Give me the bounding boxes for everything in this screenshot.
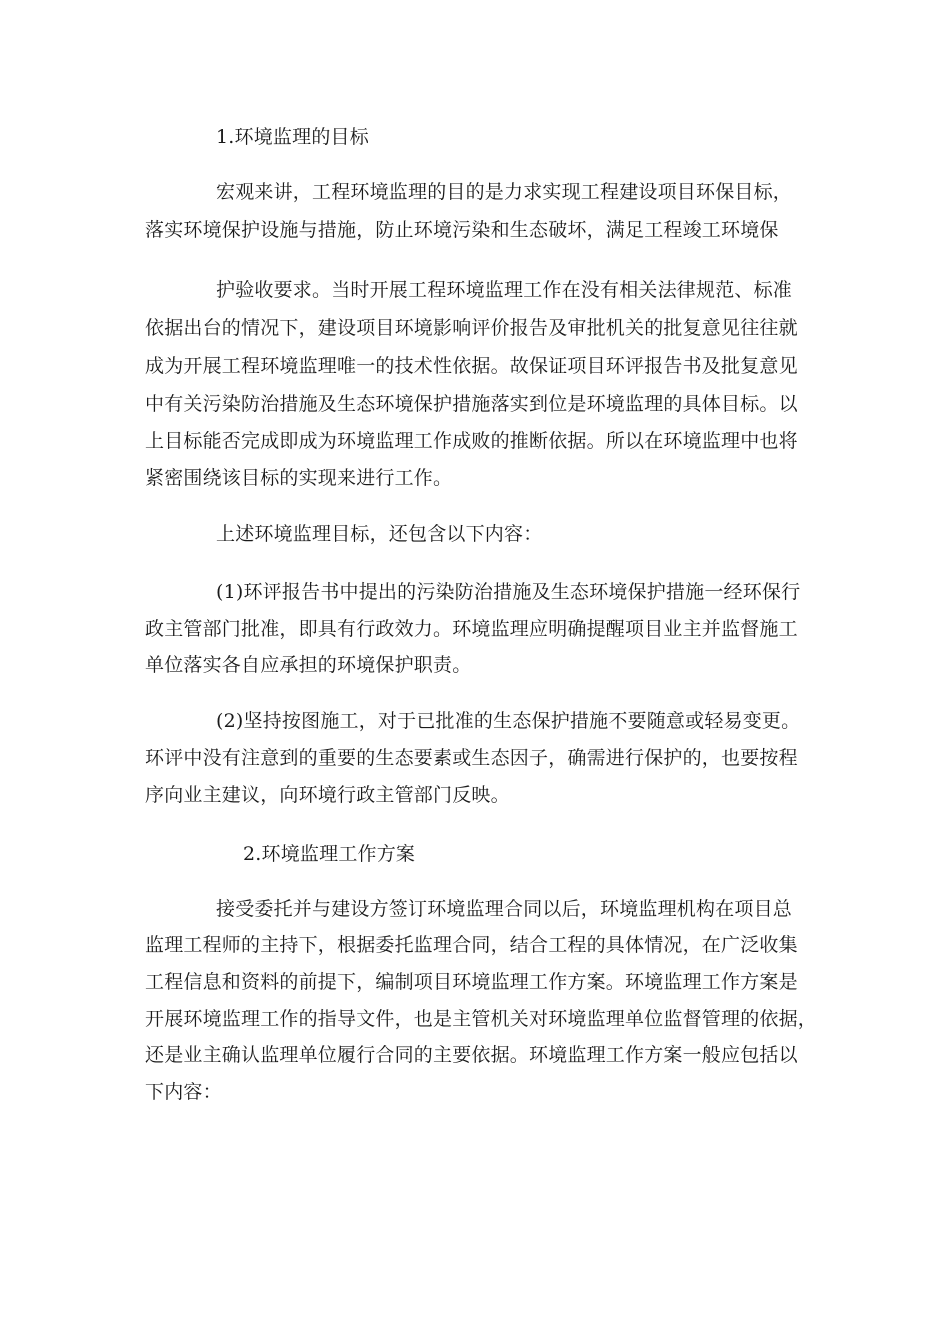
item-1-line-3: 单位落实各自应承担的环境保护职责。 [145,654,472,676]
section-2-heading: 2.环境监理工作方案 [243,843,416,865]
section-2-paragraph-1-line-1: 接受委托并与建设方签订环境监理合同以后，环境监理机构在项目总 [216,898,793,920]
section-1-heading: 1.环境监理的目标 [216,126,369,148]
item-2-line-1: (2)坚持按图施工，对于已批准的生态保护措施不要随意或轻易变更。 [216,710,801,732]
section-2-paragraph-1-line-4: 开展环境监理工作的指导文件，也是主管机关对环境监理单位监督管理的依据， [145,1008,818,1030]
section-1-paragraph-2-line-1: 护验收要求。当时开展工程环境监理工作在没有相关法律规范、标准 [216,279,793,301]
item-2-line-3: 序向业主建议，向环境行政主管部门反映。 [145,784,510,806]
section-2-paragraph-1-line-3: 工程信息和资料的前提下，编制项目环境监理工作方案。环境监理工作方案是 [145,971,798,993]
section-1-paragraph-2-line-5: 上目标能否完成即成为环境监理工作成败的推断依据。所以在环境监理中也将 [145,430,798,452]
item-1-line-2: 政主管部门批准，即具有行政效力。环境监理应明确提醒项目业主并监督施工 [145,618,798,640]
section-2-paragraph-1-line-5: 还是业主确认监理单位履行合同的主要依据。环境监理工作方案一般应包括以 [145,1044,798,1066]
section-1-paragraph-1-line-1: 宏观来讲，工程环境监理的目的是力求实现工程建设项目环保目标， [216,181,793,203]
section-2-paragraph-1-line-6: 下内容： [145,1081,222,1103]
item-1-line-1: (1)环评报告书中提出的污染防治措施及生态环境保护措施一经环保行 [216,581,801,603]
section-1-paragraph-2-line-4: 中有关污染防治措施及生态环境保护措施落实到位是环境监理的具体目标。以 [145,393,798,415]
section-1-paragraph-2-line-2: 依据出台的情况下，建设项目环境影响评价报告及审批机关的批复意见往往就 [145,317,798,339]
section-2-paragraph-1-line-2: 监理工程师的主持下，根据委托监理合同，结合工程的具体情况，在广泛收集 [145,934,798,956]
section-1-paragraph-3: 上述环境监理目标，还包含以下内容： [216,523,543,545]
item-2-line-2: 环评中没有注意到的重要的生态要素或生态因子，确需进行保护的，也要按程 [145,747,798,769]
section-1-paragraph-2-line-6: 紧密围绕该目标的实现来进行工作。 [145,467,453,489]
section-1-paragraph-1-line-2: 落实环境保护设施与措施，防止环境污染和生态破坏，满足工程竣工环境保 [145,219,779,241]
section-1-paragraph-2-line-3: 成为开展工程环境监理唯一的技术性依据。故保证项目环评报告书及批复意见 [145,355,798,377]
